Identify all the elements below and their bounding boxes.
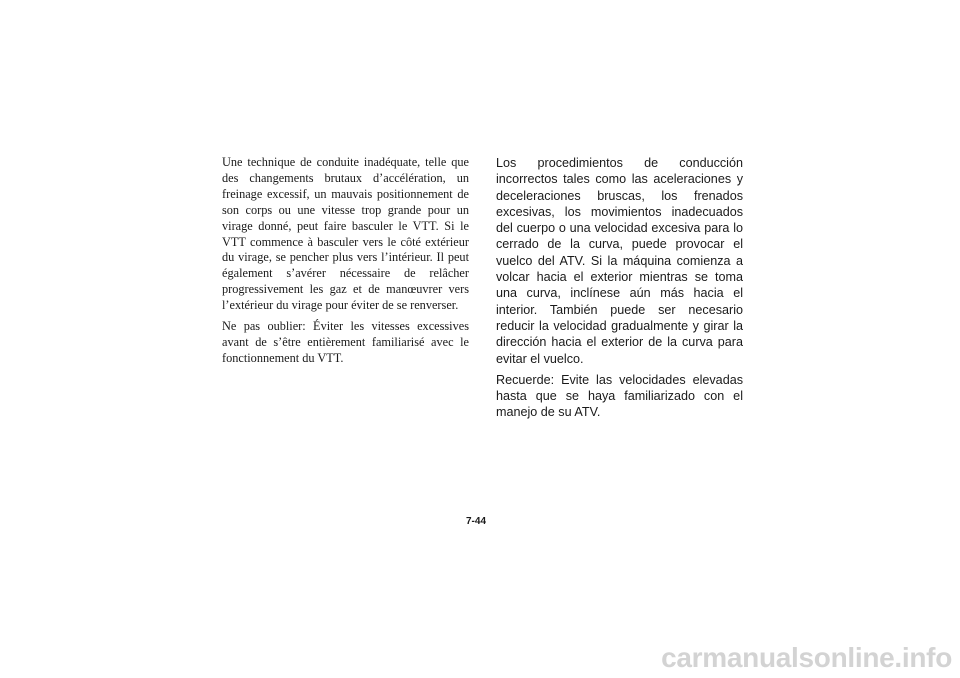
spanish-paragraph-1: Los procedimientos de conducción incorrectos tales como las aceleraciones y deceleraciones bruscas, los frenados excesivas, los movimientos inadecuados del cuerpo o una velocidad excesiva para lo cerrado de la curva, puede provocar el vuelco del ATV. Si la máquina comienza a volcar hacia el exterior mientras se toma una curva, inclínese aún más hacia el interior. También puede ser necesario reducir la velocidad gradualmente y girar la dirección hacia el exterior de la curva para evitar el vuelco. — [496, 156, 743, 366]
spanish-text-column — [496, 155, 743, 426]
french-text-column — [222, 155, 469, 372]
spanish-paragraph-2: Recuerde: Evite las velocidades elevadas hasta que se haya familiarizado con el manejo de su ATV. — [496, 372, 743, 420]
french-paragraph-2: Ne pas oublier: Éviter les vitesses excessives avant de s’être entièrement familiarisé avec le fonctionnement du VTT. — [222, 319, 469, 365]
french-paragraph-1: Une technique de conduite inadéquate, telle que des changements brutaux d’accélération, un freinage excessif, un mauvais positionnement de son corps ou une vitesse trop grande pour un virage donné, peut faire basculer le VTT. Si le VTT commence à basculer vers le côté extérieur du virage, se pencher plus vers l’intérieur. Il peut également s’avérer nécessaire de relâcher progressivement les gaz et de manœuvrer vers l’extérieur du virage pour éviter de se renverser. — [222, 155, 469, 313]
page-number: 7-44 — [466, 516, 487, 527]
watermark: carmanualsonline.info — [661, 642, 952, 673]
